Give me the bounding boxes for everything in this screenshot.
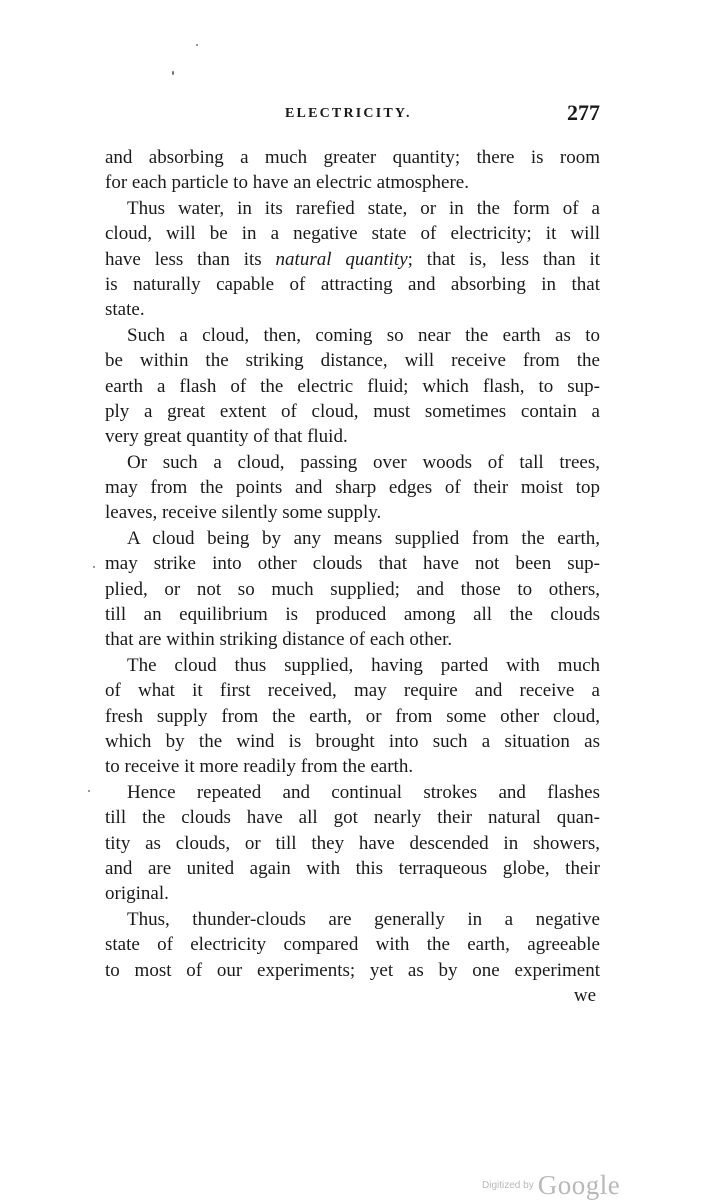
text-line: that are within striking distance of each other. [105, 629, 453, 651]
text-line: very great quantity of that fluid. [105, 426, 348, 448]
watermark-prefix: Digitized by [482, 1180, 534, 1191]
text-line: is naturally capable of attracting and absorbing in that [105, 273, 600, 295]
text-fragment: ; that is, less than it [407, 248, 600, 270]
text-line: of what it first received, may require and receive a [105, 680, 600, 702]
running-title: ELECTRICITY. [285, 106, 412, 121]
text-line: state. [105, 299, 145, 321]
text-line: tity as clouds, or till they have descended in showers, [105, 832, 600, 854]
text-line: Thus water, in its rarefied state, or in the form of a [127, 197, 600, 219]
text-line: fresh supply from the earth, or from some other cloud, [105, 705, 600, 727]
text-line: state of electricity compared with the earth, agreeable [105, 934, 600, 956]
digitized-watermark [482, 1170, 620, 1201]
text-line: The cloud thus supplied, having parted with much [127, 654, 600, 676]
body-text [105, 145, 600, 1008]
scan-speck [93, 566, 95, 568]
text-line: which by the wind is brought into such a situation as [105, 730, 600, 752]
text-line: original. [105, 883, 169, 905]
text-line: Hence repeated and continual strokes and flashes [127, 781, 600, 803]
text-line: till an equilibrium is produced among all the clouds [105, 604, 600, 626]
text-line: may strike into other clouds that have not been sup- [105, 553, 600, 575]
scan-speck [172, 71, 174, 75]
scan-speck [196, 44, 198, 46]
text-line: may from the points and sharp edges of their moist top [105, 477, 600, 499]
text-line: and absorbing a much greater quantity; there is room [105, 147, 600, 168]
running-head [105, 100, 600, 128]
text-line: leaves, receive silently some supply. [105, 502, 382, 524]
text-line: to receive it more readily from the earth. [105, 756, 414, 778]
text-fragment: have less than its [105, 248, 276, 270]
italic-phrase: natural quantity [275, 248, 408, 270]
text-line: till the clouds have all got nearly their natural quan- [105, 807, 600, 829]
text-line: ply a great extent of cloud, must sometimes contain a [105, 400, 600, 422]
text-line: for each particle to have an electric atmosphere. [105, 172, 469, 194]
text-line: be within the striking distance, will receive from the [105, 350, 600, 372]
text-line: Thus, thunder-clouds are generally in a negative [127, 908, 600, 930]
text-line: Or such a cloud, passing over woods of tall trees, [127, 451, 600, 473]
text-line [105, 247, 600, 272]
text-line: to most of our experiments; yet as by one experiment [105, 959, 600, 981]
text-line: and are united again with this terraqueous globe, their [105, 857, 600, 879]
text-line: cloud, will be in a negative state of electricity; it will [105, 223, 600, 245]
text-line: Such a cloud, then, coming so near the earth as to [127, 324, 600, 346]
page-number: 277 [567, 100, 600, 125]
google-logo: Google [537, 1170, 621, 1200]
scan-speck [88, 790, 90, 792]
text-line: plied, or not so much supplied; and those to others, [105, 578, 600, 600]
catchword: we [573, 984, 596, 1006]
text-line: earth a flash of the electric fluid; which flash, to sup- [105, 375, 600, 397]
text-line: A cloud being by any means supplied from the earth, [127, 527, 600, 549]
